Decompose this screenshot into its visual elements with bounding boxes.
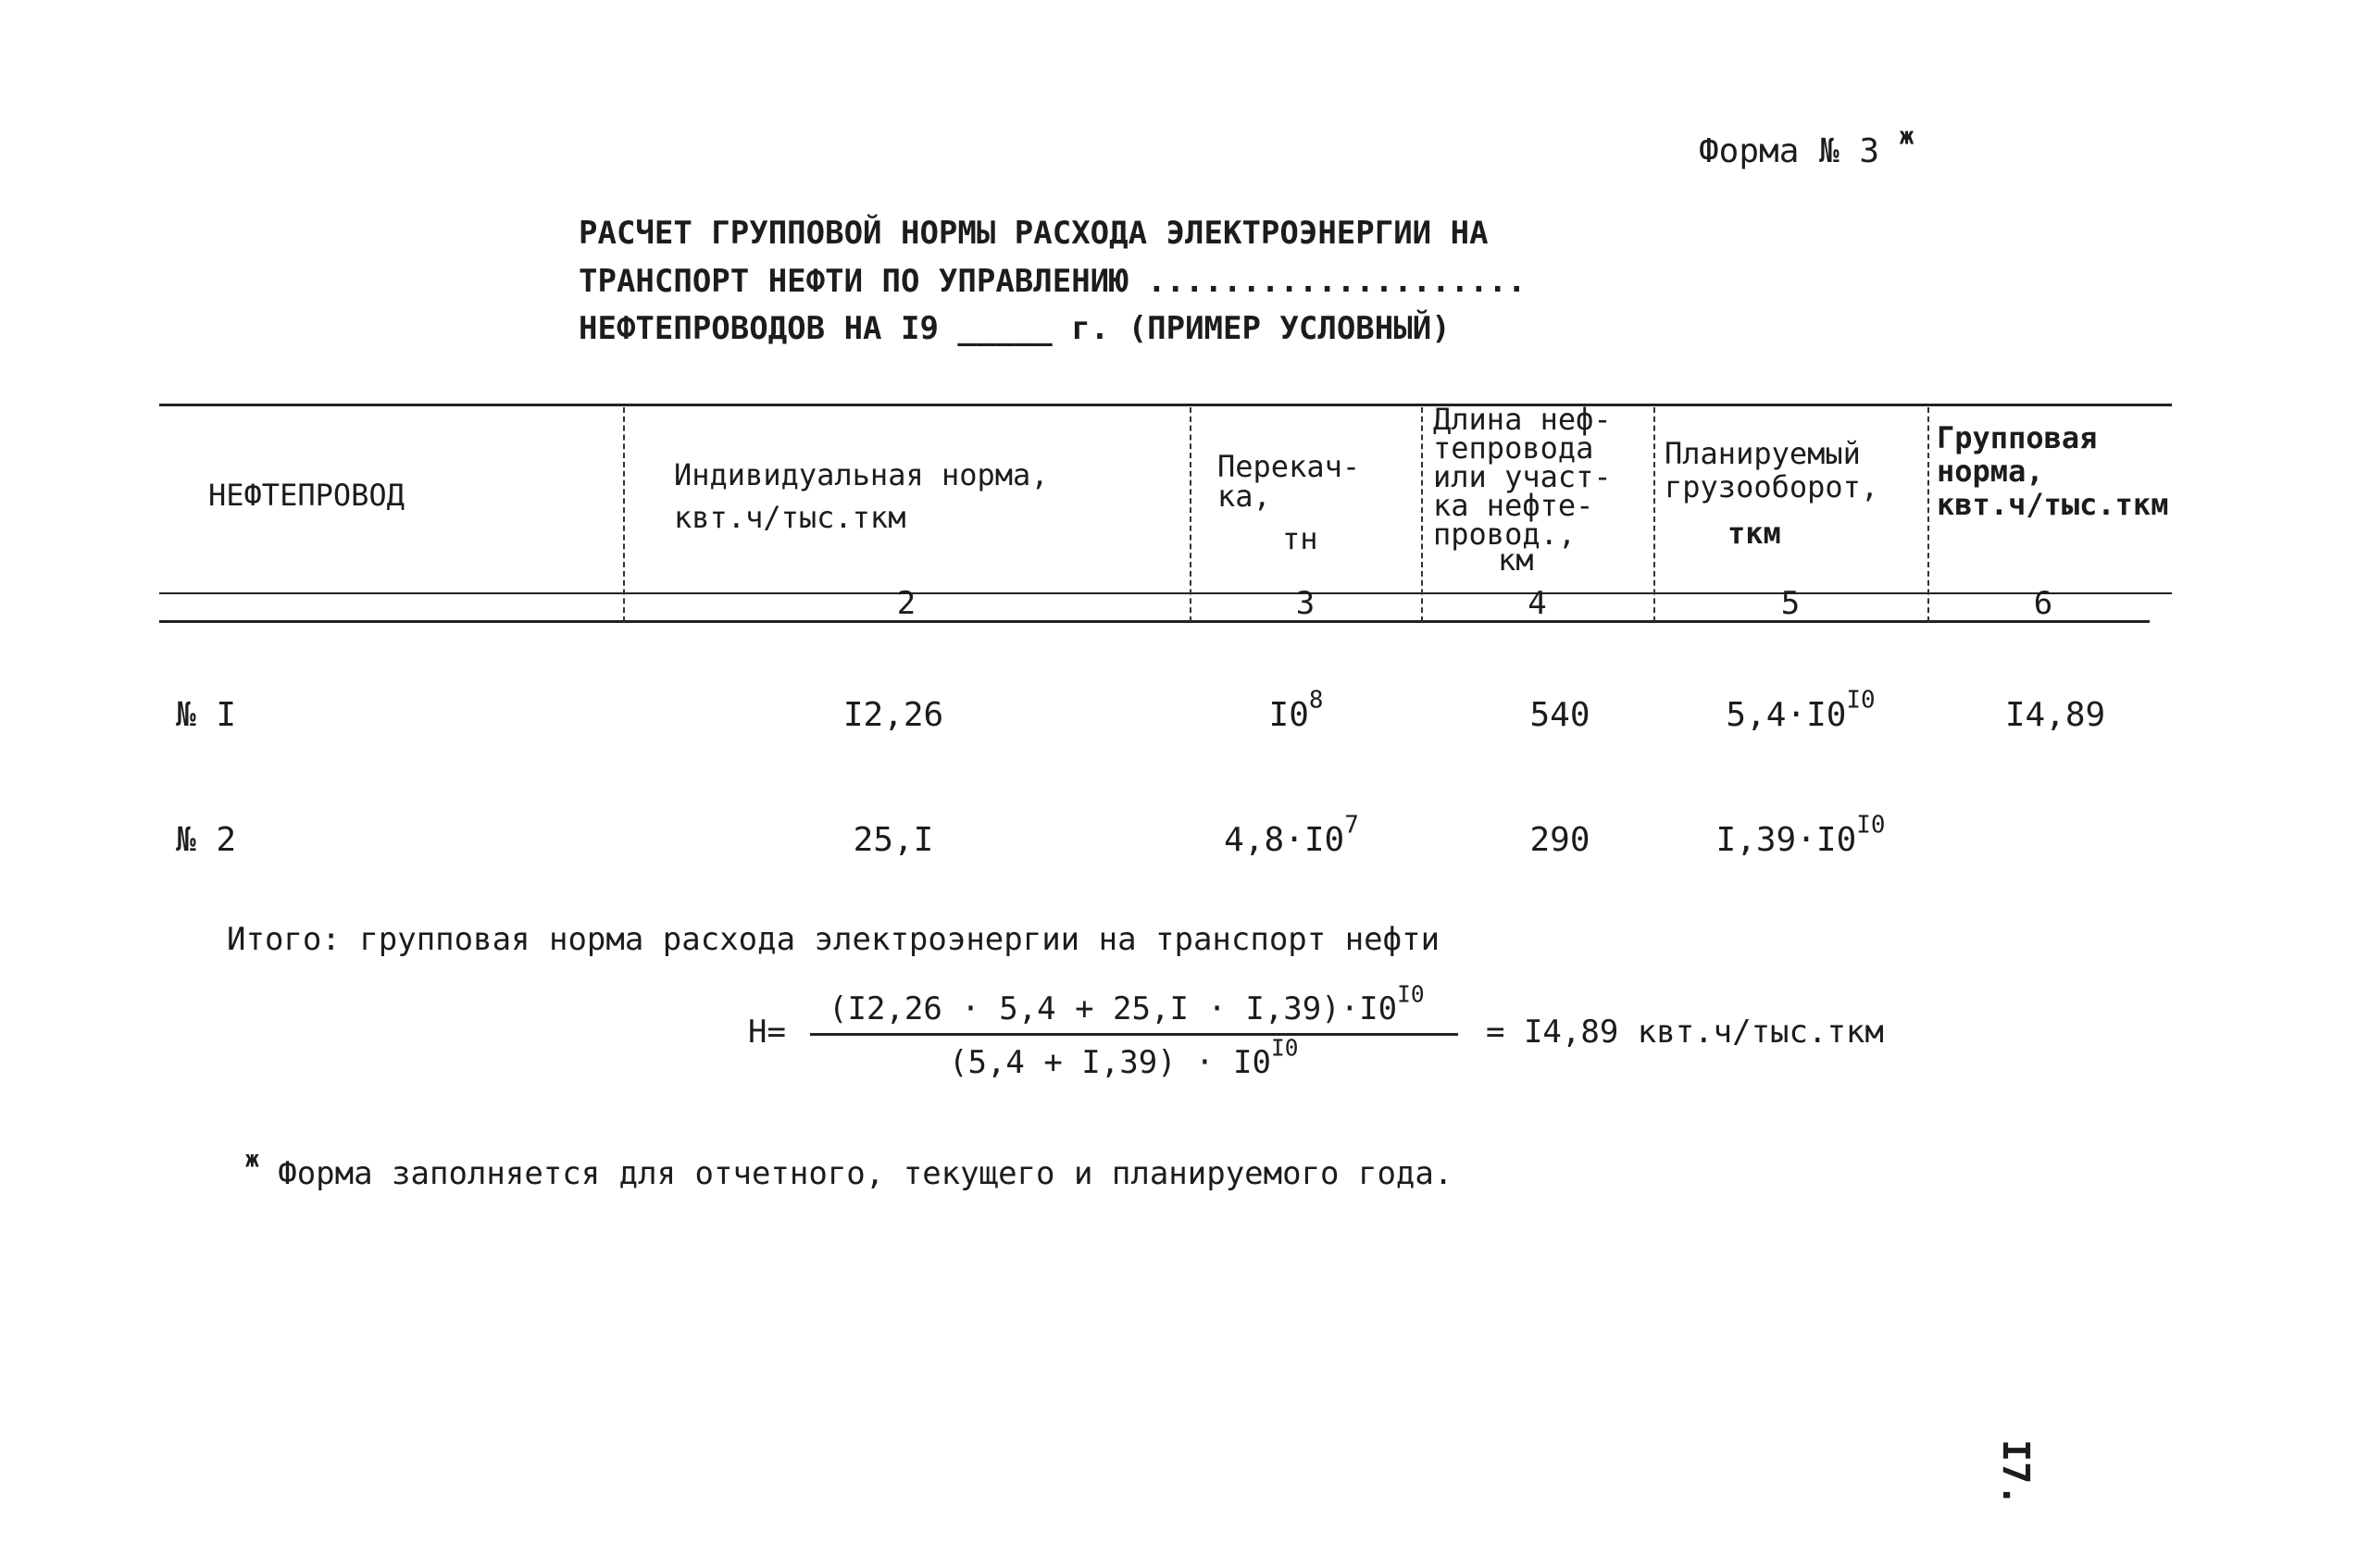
turnover-base: I,39·I0 [1715,821,1857,859]
header-line: Длина неф- [1433,402,1612,437]
pumping-base: I0 [1268,696,1309,734]
header-line: ка, [1217,479,1271,514]
denominator-text: (5,4 + I,39) · I0 [949,1044,1271,1081]
header-line: Индивидуальная норма, [674,457,1049,492]
formula-numerator [829,980,1425,1027]
footnote [245,1145,1453,1192]
header-group-norm [1937,421,2168,521]
turnover-base: 5,4·I0 [1726,696,1847,734]
header-line: квт.ч/тыс.ткм [674,500,906,535]
numerator-text: (I2,26 · 5,4 + 25,I · I,39)·I0 [829,990,1398,1027]
form-label-text: Форма № 3 [1699,132,1880,170]
denominator-exponent: I0 [1271,1034,1299,1062]
header-line: тн [1282,521,1318,556]
formula-denominator [949,1034,1299,1081]
table-row-2-length: 290 [1529,821,1590,859]
fraction-bar [810,1033,1458,1036]
table-row-2-turnover [1666,811,1935,859]
column-number-5: 5 [1780,585,1801,622]
header-pumping [1217,449,1361,556]
table-row-1-length: 540 [1529,696,1590,734]
header-line: НЕФТЕПРОВОД [208,478,405,513]
column-number-6: 6 [2033,585,2053,622]
table-row-2-pumping [1185,811,1398,859]
header-pipeline [208,478,405,513]
header-line: квт.ч/тыс.ткм [1937,487,2169,522]
table-row-1-turnover [1666,686,1935,734]
pumping-exponent: 8 [1308,686,1324,715]
header-line: Групповая [1937,420,2098,455]
pumping-base: 4,8·I0 [1224,821,1345,859]
table-row-1-name: № I [176,696,237,734]
total-text: Итого: групповая норма расхода электроэнергии на транспорт нефти [227,921,1440,958]
header-line: Планируемый [1665,436,1861,471]
table-row-1-norm: I2,26 [842,696,944,734]
turnover-exponent: I0 [1846,686,1876,715]
column-number-2: 2 [896,585,917,622]
table-row-1-pumping [1190,686,1403,734]
numerator-exponent: I0 [1397,980,1425,1008]
header-line: провод., [1433,516,1577,552]
title-line-1: РАСЧЕТ ГРУППОВОЙ НОРМЫ РАСХОДА ЭЛЕКТРОЭНЕРГИИ НА [579,215,1489,252]
header-line: ткм [1727,516,1781,551]
table-row-2-norm: 25,I [853,821,934,859]
form-footnote-mark: ж [1899,122,1914,151]
column-number-3: 3 [1295,585,1316,622]
title-line-3-end: г. (ПРИМЕР УСЛОВНЫЙ) [1071,310,1451,347]
header-line: или участ- [1433,459,1612,494]
header-line: тепровода [1433,430,1594,466]
year-blank: _____ [957,310,1053,347]
header-line: ка нефте- [1433,488,1594,523]
header-planned-turnover [1665,437,1878,550]
pumping-exponent: 7 [1344,811,1359,840]
header-line: грузооборот, [1665,469,1879,504]
title-line-3-start: НЕФТЕПРОВОДОВ НА I9 [579,310,939,347]
page-number: I7. [1994,1439,2037,1507]
column-number-4: 4 [1528,585,1547,622]
title-line-2: ТРАНСПОРТ НЕФТИ ПО УПРАВЛЕНИЮ .................... [579,263,1527,300]
footnote-mark: ж [245,1145,259,1173]
formula-result: = I4,89 квт.ч/тыс.ткм [1486,1014,1884,1051]
formula-lhs: Н= [748,1014,786,1051]
header-pipeline-length [1433,402,1612,578]
title-line-3 [579,310,1451,347]
table-row-2-name: № 2 [176,821,237,859]
header-individual-norm [674,454,1049,539]
table-top-rule [159,404,2172,406]
header-line: км [1498,542,1534,578]
footnote-text: Форма заполняется для отчетного, текущего и планируемого года. [278,1155,1453,1192]
table-row-1-group-norm: I4,89 [2004,696,2106,734]
header-line: норма, [1937,454,2044,489]
header-line: Перекач- [1217,449,1361,484]
turnover-exponent: I0 [1856,811,1886,840]
form-label [1699,122,1914,170]
